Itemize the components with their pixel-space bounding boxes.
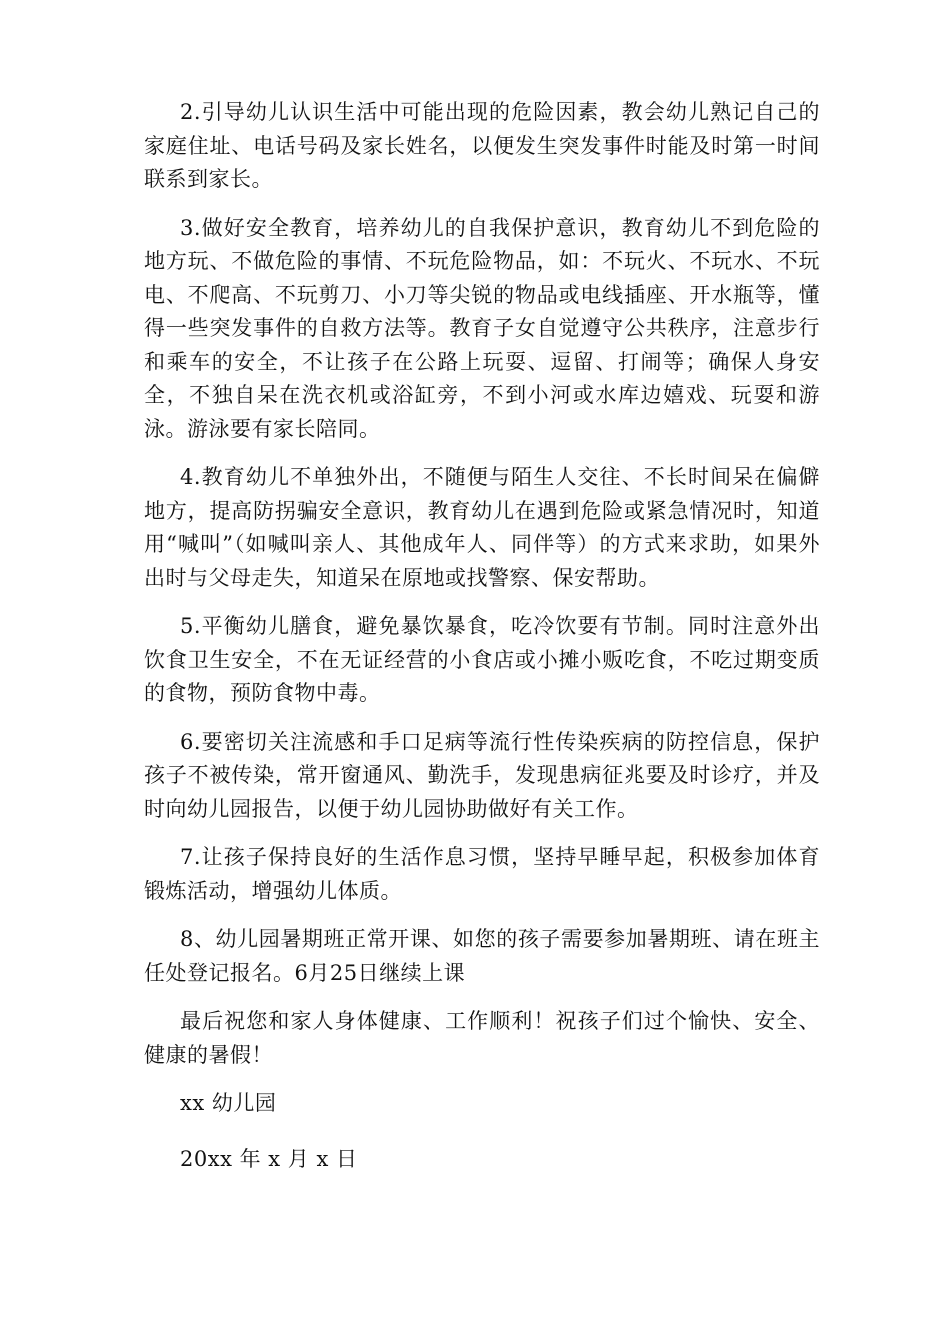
paragraph-item-3: 3.做好安全教育，培养幼儿的自我保护意识，教育幼儿不到危险的地方玩、不做危险的事情、不玩危险物品，如：不玩火、不玩水、不玩电、不爬高、不玩剪刀、小刀等尖锐的物品或电线插座、开水瓶等，懂得一些突发事件的自救方法等。教育子女自觉遵守公共秩序，注意步行和乘车的安全，不让孩子在公路上玩耍、逗留、打闹等；确保人身安全，不独自呆在洗衣机或浴缸旁，不到小河或水库边嬉戏、玩耍和游泳。游泳要有家长陪同。 [144, 215, 820, 441]
paragraph-item-5: 5.平衡幼儿膳食，避免暴饮暴食，吃冷饮要有节制。同时注意外出饮食卫生安全，不在无证经营的小食店或小摊小贩吃食，不吃过期变质的食物，预防食物中毒。 [144, 614, 820, 705]
signature-date: 20xx 年 x 月 x 日 [180, 1146, 358, 1171]
signature-name: xx 幼儿园 [180, 1091, 277, 1115]
closing-wishes: 最后祝您和家人身体健康、工作顺利！祝孩子们过个愉快、安全、健康的暑假！ [144, 1009, 820, 1067]
paragraph-item-8: 8、幼儿园暑期班正常开课、如您的孩子需要参加暑期班、请在班主任处登记报名。6月25日继续上课 [144, 927, 820, 985]
paragraph-item-7: 7.让孩子保持良好的生活作息习惯，坚持早睡早起，积极参加体育锻炼活动，增强幼儿体质。 [144, 845, 820, 903]
paragraph-item-4: 4.教育幼儿不单独外出，不随便与陌生人交往、不长时间呆在偏僻地方，提高防拐骗安全意识，教育幼儿在遇到危险或紧急情况时，知道用“喊叫”（如喊叫亲人、其他成年人、同伴等）的方式来求助，如果外出时与父母走失，知道呆在原地或找警察、保安帮助。 [144, 465, 820, 590]
paragraph-item-6: 6.要密切关注流感和手口足病等流行性传染疾病的防控信息，保护孩子不被传染，常开窗通风、勤洗手，发现患病征兆要及时诊疗，并及时向幼儿园报告，以便于幼儿园协助做好有关工作。 [144, 729, 820, 821]
paragraph-item-2: 2.引导幼儿认识生活中可能出现的危险因素，教会幼儿熟记自己的家庭住址、电话号码及家长姓名，以便发生突发事件时能及时第一时间联系到家长。 [144, 100, 820, 191]
document-body [144, 96, 820, 1198]
